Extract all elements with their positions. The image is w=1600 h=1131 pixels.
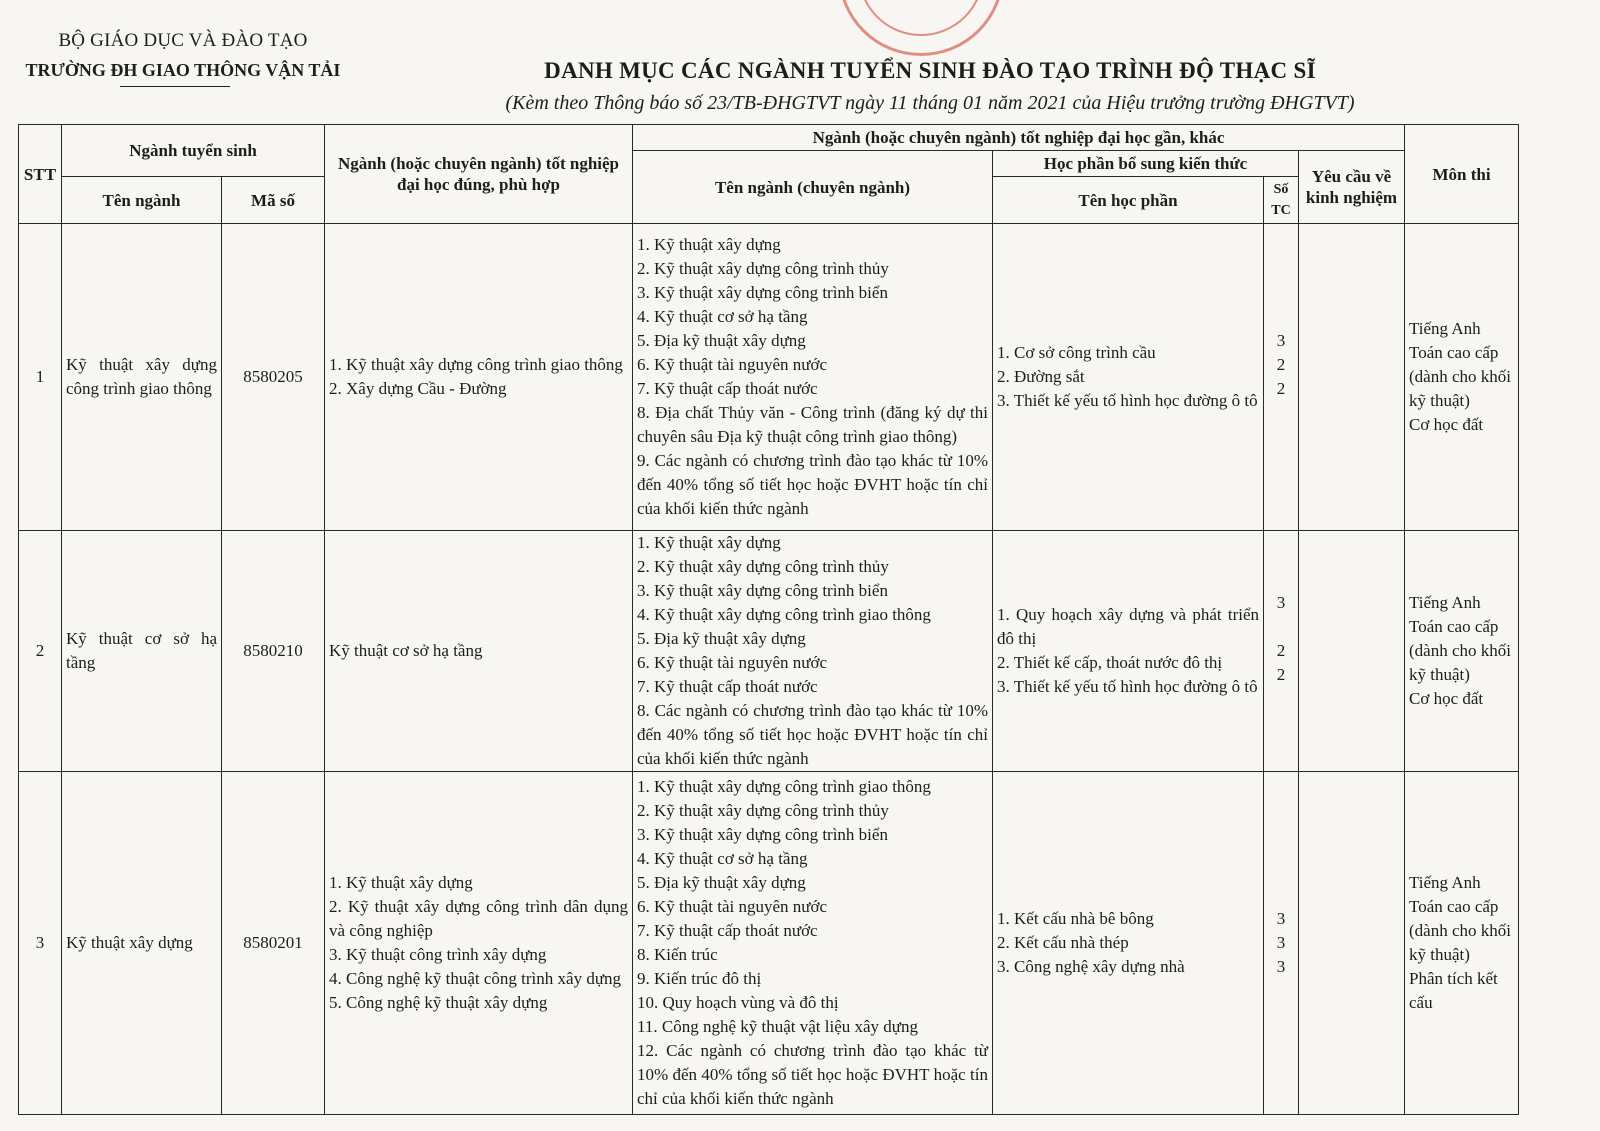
header-nganh-gan: Ngành (hoặc chuyên ngành) tốt nghiệp đại học gần, khác bbox=[633, 125, 1405, 151]
list-item: 3. Thiết kế yếu tố hình học đường ô tô bbox=[997, 677, 1258, 696]
list-item: 2. Kỹ thuật xây dựng công trình thủy bbox=[637, 801, 889, 820]
header-mon-thi: Môn thi bbox=[1405, 125, 1519, 224]
list-item: 1. Kỹ thuật xây dựng bbox=[637, 235, 781, 254]
cell-hoc-phan bbox=[993, 772, 1264, 1115]
credit-value: 2 bbox=[1276, 665, 1286, 684]
cell-stt: 2 bbox=[19, 531, 62, 772]
cell-ma-so: 8580210 bbox=[222, 531, 325, 772]
list-item: Kỹ thuật cơ sở hạ tầng bbox=[329, 641, 483, 660]
list-item: 9. Kiến trúc đô thị bbox=[637, 969, 762, 988]
ministry-name: BỘ GIÁO DỤC VÀ ĐÀO TẠO bbox=[58, 30, 308, 51]
exam-subject: Toán cao cấp (dành cho khối kỹ thuật) bbox=[1409, 343, 1511, 410]
list-item: 8. Kiến trúc bbox=[637, 945, 718, 964]
list-item: 5. Địa kỹ thuật xây dựng bbox=[637, 629, 806, 648]
list-item: 4. Kỹ thuật cơ sở hạ tầng bbox=[637, 849, 808, 868]
university-name: TRƯỜNG ĐH GIAO THÔNG VẬN TẢI bbox=[25, 60, 341, 80]
cell-nganh-gan bbox=[633, 224, 993, 531]
header-hoc-phan-bo-sung: Học phần bổ sung kiến thức bbox=[993, 151, 1299, 177]
list-item: 5. Công nghệ kỹ thuật xây dựng bbox=[329, 993, 548, 1012]
list-item: 10. Quy hoạch vùng và đô thị bbox=[637, 993, 839, 1012]
cell-kinh-nghiem bbox=[1299, 531, 1405, 772]
list-item: 2. Kết cấu nhà thép bbox=[997, 933, 1129, 952]
list-item: 2. Kỹ thuật xây dựng công trình thủy bbox=[637, 557, 889, 576]
cell-mon-thi bbox=[1405, 224, 1519, 531]
list-item: 7. Kỹ thuật cấp thoát nước bbox=[637, 379, 818, 398]
list-item: 4. Kỹ thuật xây dựng công trình giao thông bbox=[637, 605, 931, 624]
exam-subject: Tiếng Anh bbox=[1409, 319, 1481, 338]
list-item: 2. Xây dựng Cầu - Đường bbox=[329, 379, 507, 398]
list-item: 11. Công nghệ kỹ thuật vật liệu xây dựng bbox=[637, 1017, 919, 1036]
list-item: 2. Đường sắt bbox=[997, 367, 1085, 386]
exam-subject: Phân tích kết cấu bbox=[1409, 969, 1498, 1012]
credit-value: 3 bbox=[1276, 593, 1286, 612]
list-item: 1. Kết cấu nhà bê bông bbox=[997, 909, 1154, 928]
credit-value: 2 bbox=[1276, 355, 1286, 374]
list-item: 1. Kỹ thuật xây dựng bbox=[329, 873, 473, 892]
list-item: 9. Các ngành có chương trình đào tạo khác từ 10% đến 40% tổng số tiết học hoặc ĐVHT hoặc tín chỉ của khối kiến thức ngành bbox=[637, 451, 988, 518]
list-item: 12. Các ngành có chương trình đào tạo khác từ 10% đến 40% tổng số tiết học hoặc ĐVHT hoặc tín chỉ của khối kiến thức ngành bbox=[637, 1041, 988, 1108]
list-item: 8. Địa chất Thủy văn - Công trình (đăng ký dự thi chuyên sâu Địa kỹ thuật công trình giao thông) bbox=[637, 403, 988, 446]
list-item: 2. Kỹ thuật xây dựng công trình dân dụng và công nghiệp bbox=[329, 897, 628, 940]
header-nganh-tuyen-sinh: Ngành tuyển sinh bbox=[62, 125, 325, 177]
header-ten-nganh: Tên ngành bbox=[62, 177, 222, 224]
list-item: 7. Kỹ thuật cấp thoát nước bbox=[637, 677, 818, 696]
program-table bbox=[18, 124, 1519, 1115]
credit-value: 3 bbox=[1276, 933, 1286, 952]
list-item: 3. Kỹ thuật xây dựng công trình biển bbox=[637, 825, 888, 844]
exam-subject: Tiếng Anh bbox=[1409, 873, 1481, 892]
cell-hoc-phan bbox=[993, 224, 1264, 531]
cell-hoc-phan bbox=[993, 531, 1264, 772]
exam-subject: Toán cao cấp (dành cho khối kỹ thuật) bbox=[1409, 897, 1511, 964]
cell-ten-nganh: Kỹ thuật xây dựng bbox=[62, 772, 222, 1115]
exam-subject: Tiếng Anh bbox=[1409, 593, 1481, 612]
header-so-tc-line2: TC bbox=[1271, 203, 1291, 218]
list-item: 3. Kỹ thuật xây dựng công trình biển bbox=[637, 581, 888, 600]
list-item: 5. Địa kỹ thuật xây dựng bbox=[637, 331, 806, 350]
credit-value: 3 bbox=[1276, 957, 1286, 976]
credit-value: 3 bbox=[1276, 331, 1286, 350]
cell-stt: 3 bbox=[19, 772, 62, 1115]
header-so-tc-line1: Số bbox=[1273, 182, 1289, 197]
cell-so-tc bbox=[1264, 224, 1299, 531]
cell-so-tc bbox=[1264, 772, 1299, 1115]
cell-ma-so: 8580205 bbox=[222, 224, 325, 531]
list-item: 6. Kỹ thuật tài nguyên nước bbox=[637, 653, 828, 672]
cell-nganh-dung bbox=[325, 772, 633, 1115]
table-row bbox=[19, 772, 1519, 1115]
list-item: 4. Công nghệ kỹ thuật công trình xây dựng bbox=[329, 969, 622, 988]
credit-value: 2 bbox=[1276, 379, 1286, 398]
cell-mon-thi bbox=[1405, 772, 1519, 1115]
exam-subject: Cơ học đất bbox=[1409, 689, 1484, 708]
table-row bbox=[19, 224, 1519, 531]
header-ma-so: Mã số bbox=[222, 177, 325, 224]
cell-ten-nganh: Kỹ thuật xây dựng công trình giao thông bbox=[62, 224, 222, 531]
credit-value: 2 bbox=[1276, 641, 1286, 660]
university-underline bbox=[120, 86, 230, 87]
red-seal-stamp bbox=[838, 0, 1008, 56]
cell-ten-nganh: Kỹ thuật cơ sở hạ tầng bbox=[62, 531, 222, 772]
list-item: 6. Kỹ thuật tài nguyên nước bbox=[637, 897, 828, 916]
list-item: 1. Quy hoạch xây dựng và phát triển đô thị bbox=[997, 605, 1259, 648]
list-item: 1. Kỹ thuật xây dựng công trình giao thông bbox=[637, 777, 931, 796]
exam-subject: Cơ học đất bbox=[1409, 415, 1484, 434]
cell-nganh-dung bbox=[325, 531, 633, 772]
list-item: 2. Thiết kế cấp, thoát nước đô thị bbox=[997, 653, 1223, 672]
header-ten-nganh-chuyen-nganh: Tên ngành (chuyên ngành) bbox=[633, 151, 993, 224]
cell-nganh-gan bbox=[633, 772, 993, 1115]
credit-value: 3 bbox=[1276, 909, 1286, 928]
list-item: 3. Thiết kế yếu tố hình học đường ô tô bbox=[997, 391, 1258, 410]
header-stt: STT bbox=[19, 125, 62, 224]
list-item: 4. Kỹ thuật cơ sở hạ tầng bbox=[637, 307, 808, 326]
list-item: 3. Kỹ thuật xây dựng công trình biển bbox=[637, 283, 888, 302]
cell-nganh-dung bbox=[325, 224, 633, 531]
header-ten-hoc-phan: Tên học phần bbox=[993, 177, 1264, 224]
cell-kinh-nghiem bbox=[1299, 772, 1405, 1115]
list-item: 1. Kỹ thuật xây dựng bbox=[637, 533, 781, 552]
list-item: 3. Công nghệ xây dựng nhà bbox=[997, 957, 1185, 976]
header-yeu-cau-kinh-nghiem: Yêu cầu về kinh nghiệm bbox=[1299, 151, 1405, 224]
list-item: 1. Kỹ thuật xây dựng công trình giao thông bbox=[329, 355, 623, 374]
cell-nganh-gan bbox=[633, 531, 993, 772]
cell-so-tc bbox=[1264, 531, 1299, 772]
list-item: 1. Cơ sở công trình cầu bbox=[997, 343, 1156, 362]
list-item: 7. Kỹ thuật cấp thoát nước bbox=[637, 921, 818, 940]
list-item: 2. Kỹ thuật xây dựng công trình thủy bbox=[637, 259, 889, 278]
list-item: 8. Các ngành có chương trình đào tạo khác từ 10% đến 40% tổng số tiết học hoặc ĐVHT hoặc tín chỉ của khối kiến thức ngành bbox=[637, 701, 988, 768]
header-nganh-dung: Ngành (hoặc chuyên ngành) tốt nghiệp đại học đúng, phù hợp bbox=[325, 125, 633, 224]
exam-subject: Toán cao cấp (dành cho khối kỹ thuật) bbox=[1409, 617, 1511, 684]
table-row bbox=[19, 531, 1519, 772]
cell-mon-thi bbox=[1405, 531, 1519, 772]
header-so-tc bbox=[1264, 177, 1299, 224]
cell-ma-so: 8580201 bbox=[222, 772, 325, 1115]
cell-stt: 1 bbox=[19, 224, 62, 531]
document-title: DANH MỤC CÁC NGÀNH TUYỂN SINH ĐÀO TẠO TRÌNH ĐỘ THẠC SĨ bbox=[544, 58, 1316, 83]
cell-kinh-nghiem bbox=[1299, 224, 1405, 531]
document-subtitle: (Kèm theo Thông báo số 23/TB-ĐHGTVT ngày 11 tháng 01 năm 2021 của Hiệu trưởng trường ĐHGTVT) bbox=[505, 92, 1355, 114]
list-item: 3. Kỹ thuật công trình xây dựng bbox=[329, 945, 547, 964]
list-item: 6. Kỹ thuật tài nguyên nước bbox=[637, 355, 828, 374]
list-item: 5. Địa kỹ thuật xây dựng bbox=[637, 873, 806, 892]
